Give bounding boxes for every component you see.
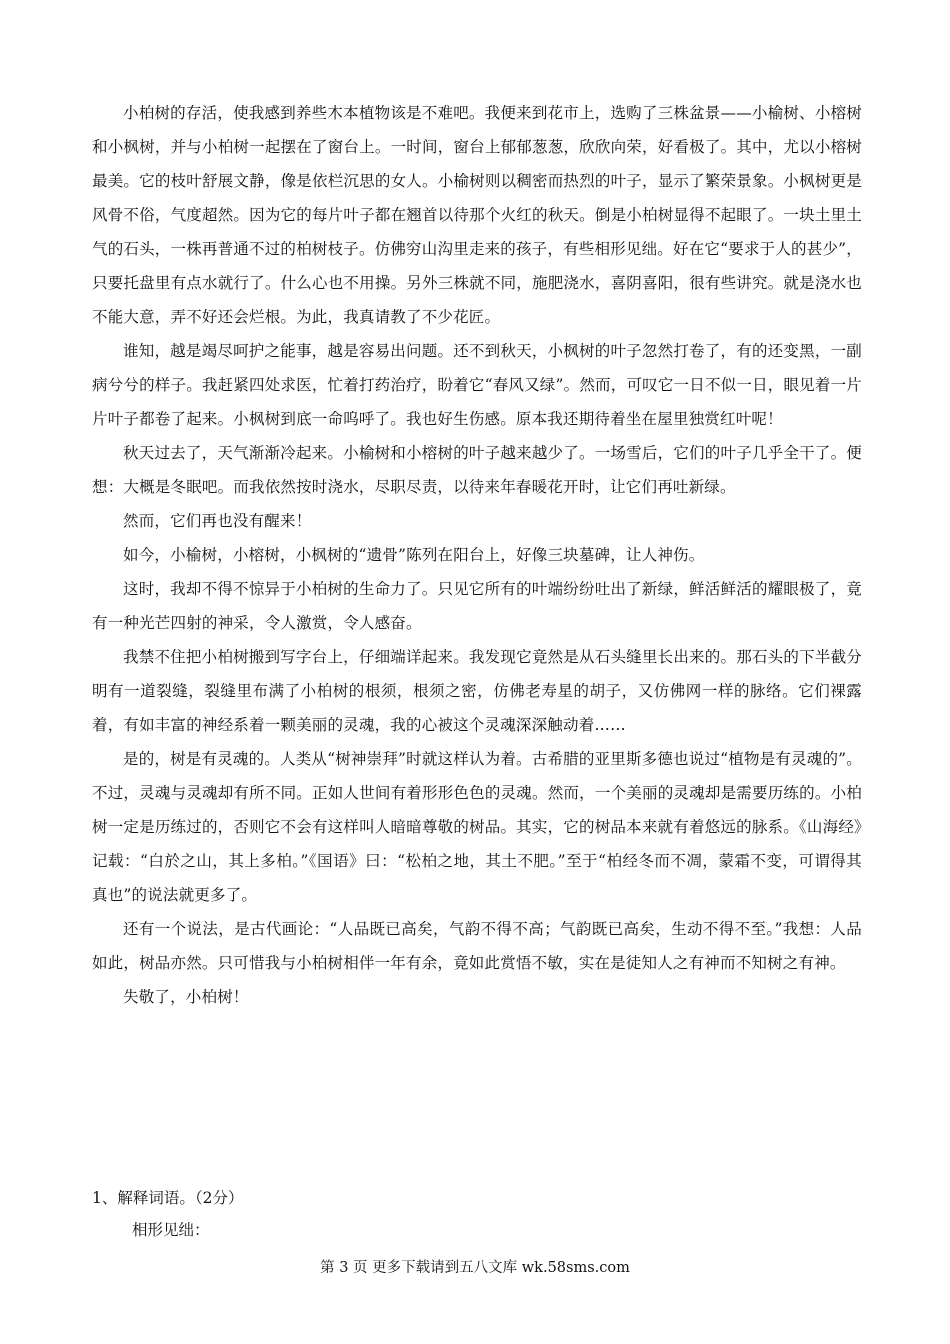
paragraph: 如今，小榆树，小榕树，小枫树的“遗骨”陈列在阳台上，好像三块墓碑，让人神伤。 — [123, 546, 705, 564]
question-item: 相形见绌： — [132, 1221, 210, 1239]
question-title: 1、解释词语。（2分） — [92, 1189, 244, 1207]
page-footer: 第 3 页 更多下载请到五八文库 wk.58sms.com — [320, 1260, 630, 1276]
paragraph: 还有一个说法，是古代画论：“人品既已高矣，气韵不得不高；气韵既已高矣，生动不得不至。”我想：人品如此，树品亦然。只可惜我与小柏树相伴一年有余，竟如此赏悟不敏，实在是徒知人之有神而不知树之有神。 — [92, 920, 862, 972]
article-body — [92, 96, 862, 1014]
question-section — [92, 1182, 862, 1246]
paragraph: 小柏树的存活，使我感到养些木本植物该是不难吧。我便来到花市上，选购了三株盆景——小榆树、小榕树和小枫树，并与小柏树一起摆在了窗台上。一时间，窗台上郁郁葱葱，欣欣向荣，好看极了。其中，尤以小榕树最美。它的枝叶舒展文静，像是依栏沉思的女人。小榆树则以稠密而热烈的叶子，显示了繁荣景象。小枫树更是风骨不俗，气度超然。因为它的每片叶子都在翘首以待那个火红的秋天。倒是小柏树显得不起眼了。一块土里土气的石头，一株再普通不过的柏树枝子。仿佛穷山沟里走来的孩子，有些相形见绌。好在它“要求于人的甚少”，只要托盘里有点水就行了。什么心也不用操。另外三株就不同，施肥浇水，喜阴喜阳，很有些讲究。就是浇水也不能大意，弄不好还会烂根。为此，我真请教了不少花匠。 — [92, 104, 862, 326]
paragraph: 失敬了，小柏树！ — [123, 988, 249, 1006]
paragraph: 谁知，越是竭尽呵护之能事，越是容易出问题。还不到秋天，小枫树的叶子忽然打卷了，有的还变黑，一副病兮兮的样子。我赶紧四处求医，忙着打药治疗，盼着它“春风又绿”。然而，可叹它一日不似一日，眼见着一片片叶子都卷了起来。小枫树到底一命呜呼了。我也好生伤感。原本我还期待着坐在屋里独赏红叶呢！ — [92, 342, 862, 428]
paragraph: 是的，树是有灵魂的。人类从“树神崇拜”时就这样认为着。古希腊的亚里斯多德也说过“植物是有灵魂的”。不过，灵魂与灵魂却有所不同。正如人世间有着形形色色的灵魂。然而，一个美丽的灵魂却是需要历练的。小柏树一定是历练过的，否则它不会有这样叫人暗暗尊敬的树品。其实，它的树品本来就有着悠远的脉系。《山海经》记载：“白於之山，其上多柏。”《国语》曰：“松柏之地，其土不肥。”至于“柏经冬而不凋，蒙霜不变，可谓得其真也”的说法就更多了。 — [92, 750, 862, 904]
paragraph: 这时，我却不得不惊异于小柏树的生命力了。只见它所有的叶端纷纷吐出了新绿，鲜活鲜活的耀眼极了，竟有一种光芒四射的神采，令人激赏，令人感奋。 — [92, 580, 862, 632]
paragraph: 我禁不住把小柏树搬到写字台上，仔细端详起来。我发现它竟然是从石头缝里长出来的。那石头的下半截分明有一道裂缝，裂缝里布满了小柏树的根须，根须之密，仿佛老寿星的胡子，又仿佛网一样的脉络。它们裸露着，有如丰富的神经系着一颗美丽的灵魂，我的心被这个灵魂深深触动着…… — [92, 648, 862, 734]
paragraph: 然而，它们再也没有醒来！ — [123, 512, 312, 530]
paragraph: 秋天过去了，天气渐渐冷起来。小榆树和小榕树的叶子越来越少了。一场雪后，它们的叶子几乎全干了。便想：大概是冬眠吧。而我依然按时浇水，尽职尽责，以待来年春暖花开时，让它们再吐新绿。 — [92, 444, 862, 496]
